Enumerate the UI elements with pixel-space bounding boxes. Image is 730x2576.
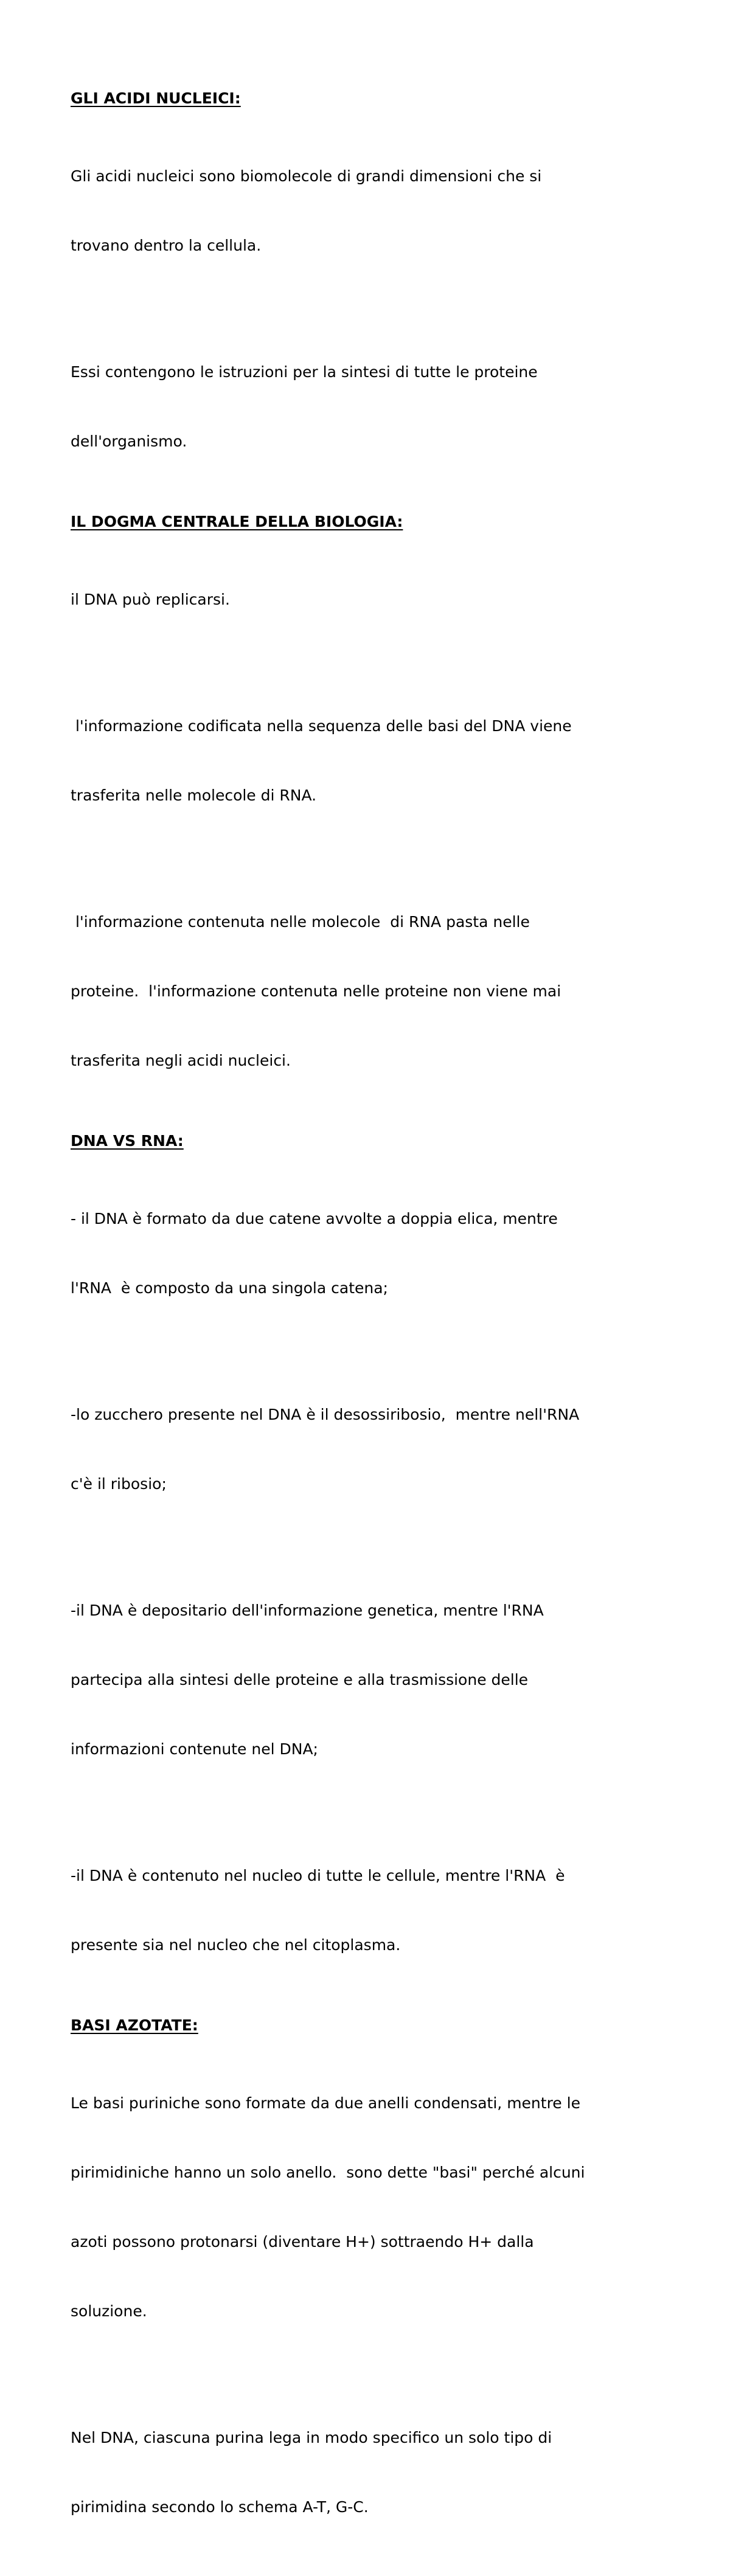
text-line: -il DNA è depositario dell'informazione genetica, mentre l'RNA bbox=[71, 1602, 544, 1619]
paragraph bbox=[71, 314, 664, 499]
section-heading-dogma-centrale: IL DOGMA CENTRALE DELLA BIOLOGIA: bbox=[71, 513, 403, 530]
text-line: soluzione. bbox=[71, 2302, 147, 2320]
text-line: c'è il ribosio; bbox=[71, 1475, 167, 1493]
text-line: -lo zucchero presente nel DNA è il desossiribosio, mentre nell'RNA bbox=[71, 1406, 580, 1423]
text-line: presente sia nel nucleo che nel citoplasma. bbox=[71, 1936, 401, 1954]
text-line: -il DNA è contenuto nel nucleo di tutte le cellule, mentre l'RNA è bbox=[71, 1867, 565, 1884]
section-heading-basi-azotate: BASI AZOTATE: bbox=[71, 2016, 198, 2034]
section-heading-dna-vs-rna: DNA VS RNA: bbox=[71, 1132, 184, 1150]
paragraph bbox=[71, 864, 664, 1119]
text-line: trovano dentro la cellula. bbox=[71, 237, 262, 254]
paragraph bbox=[71, 2046, 664, 2369]
text-line: - il DNA è formato da due catene avvolte a doppia elica, mentre bbox=[71, 1210, 558, 1227]
text-line: l'informazione contenuta nelle molecole di RNA pasta nelle bbox=[71, 913, 530, 931]
paragraph bbox=[71, 1818, 664, 2003]
text-line: Essi contengono le istruzioni per la sintesi di tutte le proteine bbox=[71, 363, 538, 381]
text-line: partecipa alla sintesi delle proteine e alla trasmissione delle bbox=[71, 1671, 529, 1689]
paragraph bbox=[71, 542, 664, 658]
text-line: dell'organismo. bbox=[71, 432, 187, 450]
text-line: azoti possono protonarsi (diventare H+) sottraendo H+ dalla bbox=[71, 2233, 534, 2251]
text-line: proteine. l'informazione contenuta nelle proteine non viene mai bbox=[71, 982, 561, 1000]
text-line: pirimidiniche hanno un solo anello. sono dette "basi" perché alcuni bbox=[71, 2164, 585, 2181]
paragraph bbox=[71, 119, 664, 304]
text-line: pirimidina secondo lo schema A-T, G-C. bbox=[71, 2498, 369, 2516]
text-line: informazioni contenute nel DNA; bbox=[71, 1740, 318, 1758]
document-page bbox=[71, 87, 664, 2576]
paragraph bbox=[71, 668, 664, 853]
text-line: l'RNA è composto da una singola catena; bbox=[71, 1279, 388, 1297]
paragraph bbox=[71, 1161, 664, 1346]
section-heading-acidi-nucleici: GLI ACIDI NUCLEICI: bbox=[71, 89, 241, 107]
paragraph bbox=[71, 1553, 664, 1807]
text-line: Nel DNA, ciascuna purina lega in modo specifico un solo tipo di bbox=[71, 2429, 552, 2446]
text-line: trasferita nelle molecole di RNA. bbox=[71, 786, 317, 804]
text-line: l'informazione codificata nella sequenza delle basi del DNA viene bbox=[71, 717, 572, 735]
text-line: Gli acidi nucleici sono biomolecole di grandi dimensioni che si bbox=[71, 167, 542, 185]
text-line: Le basi puriniche sono formate da due anelli condensati, mentre le bbox=[71, 2094, 580, 2112]
text-line: trasferita negli acidi nucleici. bbox=[71, 1052, 291, 1069]
paragraph bbox=[71, 2380, 664, 2565]
text-line: il DNA può replicarsi. bbox=[71, 591, 230, 608]
paragraph bbox=[71, 1357, 664, 1542]
